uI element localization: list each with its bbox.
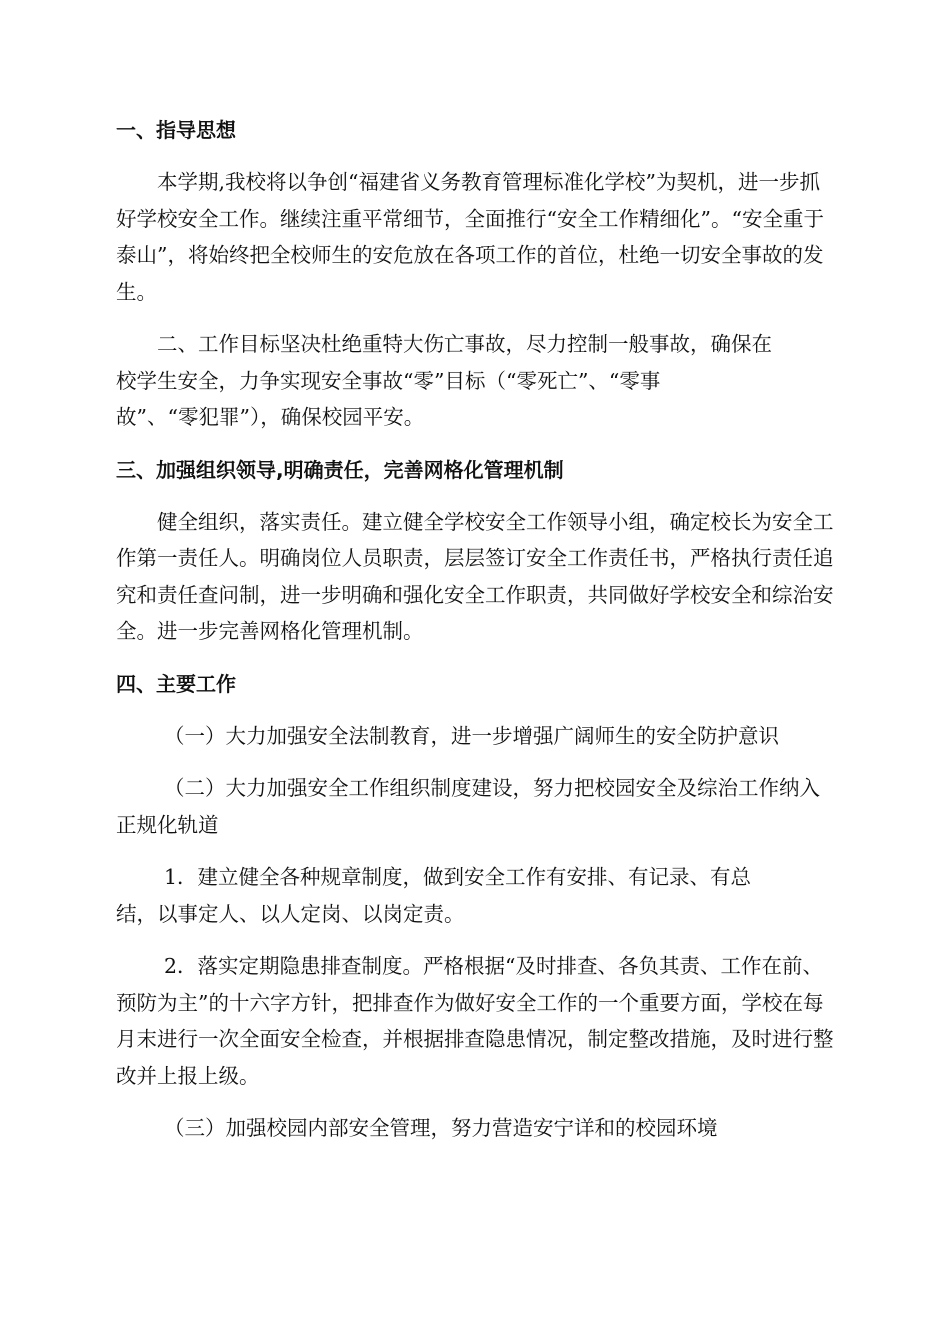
item-hazard-inspection: 2．落实定期隐患排查制度。严格根据“及时排查、各负其责、工作在前、预防为主”的十六字方针，把排查作为做好安全工作的一个重要方面，学校在每月末进行一次全面安全检查，并根据排查隐患情况，制定整改措施，及时进行整改并上报上级。 — [116, 954, 834, 1088]
item-regulations-line-1: 1．建立健全各种规章制度，做到安全工作有安排、有记录、有总 — [164, 865, 752, 889]
paragraph-work-goals-line-3: 故”、“零犯罪”），确保校园平安。 — [116, 405, 425, 429]
paragraph-work-goals-line-1: 二、工作目标坚决杜绝重特大伤亡事故，尽力控制一般事故，确保在 — [157, 332, 772, 356]
document-page — [116, 112, 836, 1163]
heading-main-work: 四、主要工作 — [116, 671, 236, 696]
paragraph-organization-leadership: 健全组织，落实责任。建立健全学校安全工作领导小组，确定校长为安全工作第一责任人。明确岗位人员职责，层层签订安全工作责任书，严格执行责任追究和责任查问制，进一步明确和强化安全工作职责，共同做好学校安全和综治安全。进一步完善网格化管理机制。 — [116, 509, 834, 643]
paragraph-work-goals-line-2: 校学生安全，力争实现安全事故“零”目标（“零死亡”、“零事 — [116, 368, 661, 393]
item-safety-legal-education: （一）大力加强安全法制教育，进一步增强广阔师生的安全防护意识 — [164, 723, 779, 748]
item-regulations — [116, 859, 836, 932]
heading-organization-leadership: 三、加强组织领导,明确责任，完善网格化管理机制 — [116, 457, 564, 482]
heading-guiding-ideology: 一、指导思想 — [116, 118, 236, 142]
paragraph-work-goals — [116, 326, 836, 436]
item-campus-internal-safety: （三）加强校园内部安全管理，努力营造安宁详和的校园环境 — [164, 1116, 718, 1140]
paragraph-guiding-ideology: 本学期,我校将以争创“福建省义务教育管理标准化学校”为契机，进一步抓好学校安全工作。继续注重平常细节，全面推行“安全工作精细化”。“安全重于泰山”，将始终把全校师生的安危放在各项工作的首位，杜绝一切安全事故的发生。 — [116, 170, 824, 304]
item-safety-system-construction: （二）大力加强安全工作组织制度建设，努力把校园安全及综治工作纳入正规化轨道 — [116, 776, 820, 837]
item-regulations-line-2: 结，以事定人、以人定岗、以岗定责。 — [116, 901, 465, 926]
